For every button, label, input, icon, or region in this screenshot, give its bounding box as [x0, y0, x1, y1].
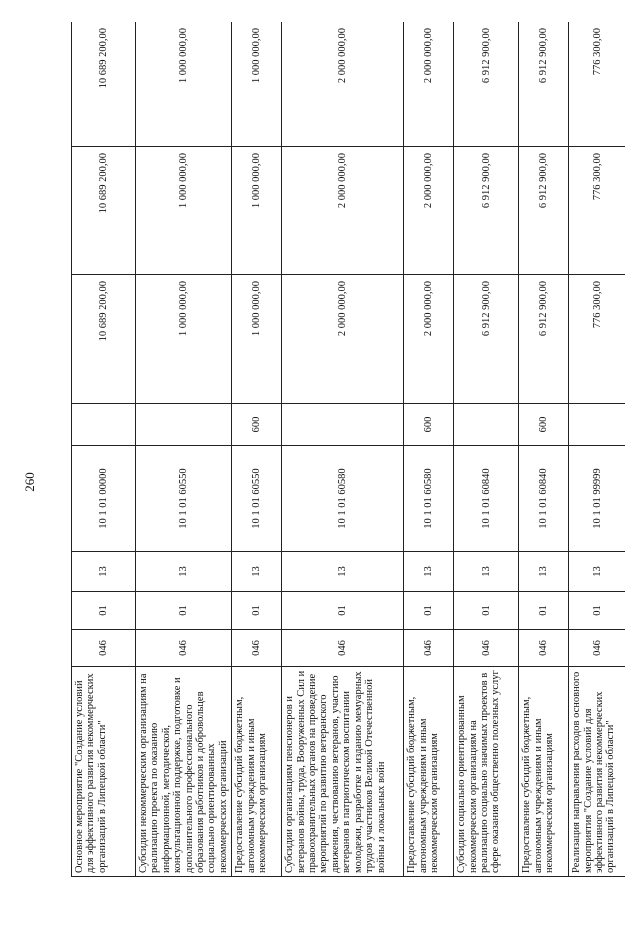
amount-2: 776 300,00 [569, 147, 625, 275]
target-article-code: 10 1 01 60840 [454, 446, 519, 552]
admin-code: 046 [232, 630, 282, 667]
expense-type-code [136, 404, 232, 446]
subsection-code: 13 [232, 552, 282, 592]
expense-type-code: 600 [404, 404, 454, 446]
section-code: 01 [519, 592, 569, 630]
table-row [519, 22, 569, 877]
target-article-code: 10 1 01 60840 [519, 446, 569, 552]
subsection-code: 13 [404, 552, 454, 592]
amount-1: 10 689 200,00 [72, 275, 136, 404]
row-name: Субсидии социально ориентированным некоммерческим организациям на реализацию социально значимых проектов в сфере оказания общественно полезных услуг [454, 667, 519, 877]
subsection-code: 13 [136, 552, 232, 592]
amount-3: 6 912 900,00 [454, 22, 519, 147]
amount-3: 1 000 000,00 [136, 22, 232, 147]
admin-code: 046 [282, 630, 404, 667]
row-name: Субсидии некоммерческим организациям на реализацию проекта по оказанию информационной, методической, консультационной поддержке, подготовке и дополнительного профессионального образования работников и добровольцев социально ориентированных некоммерческих организаций [136, 667, 232, 877]
amount-1: 6 912 900,00 [519, 275, 569, 404]
subsection-code: 13 [72, 552, 136, 592]
amount-2: 2 000 000,00 [404, 147, 454, 275]
amount-3: 2 000 000,00 [282, 22, 404, 147]
subsection-code: 13 [454, 552, 519, 592]
admin-code: 046 [454, 630, 519, 667]
expense-type-code: 600 [519, 404, 569, 446]
section-code: 01 [136, 592, 232, 630]
amount-2: 1 000 000,00 [232, 147, 282, 275]
amount-3: 10 689 200,00 [72, 22, 136, 147]
target-article-code: 10 1 01 99999 [569, 446, 625, 552]
section-code: 01 [569, 592, 625, 630]
table-row [404, 22, 454, 877]
amount-3: 6 912 900,00 [519, 22, 569, 147]
budget-table [71, 22, 625, 877]
row-name: Реализация направления расходов основного мероприятия "Создание условий для эффективного развития некоммерческих организаций в Липецкой области" [569, 667, 625, 877]
target-article-code: 10 1 01 00000 [72, 446, 136, 552]
row-name: Субсидии организациям пенсионеров и ветеранов войны, труда, Вооруженных Сил и правоохранительных органов на проведение мероприятий по развитию ветеранского движения, чествованию ветеранов, участию ветеранов в патриотическом воспитании молодежи, разработке и изданию мемуарных трудов участников Великой Отечественной войны и локальных войн [282, 667, 404, 877]
amount-3: 2 000 000,00 [404, 22, 454, 147]
subsection-code: 13 [519, 552, 569, 592]
admin-code: 046 [519, 630, 569, 667]
amount-1: 6 912 900,00 [454, 275, 519, 404]
page-number: 260 [21, 471, 37, 492]
row-name: Предоставление субсидий бюджетным, автономным учреждениям и иным некоммерческим организациям [519, 667, 569, 877]
expense-type-code [454, 404, 519, 446]
amount-2: 2 000 000,00 [282, 147, 404, 275]
amount-1: 1 000 000,00 [136, 275, 232, 404]
expense-type-code [282, 404, 404, 446]
amount-2: 10 689 200,00 [72, 147, 136, 275]
amount-1: 2 000 000,00 [282, 275, 404, 404]
amount-1: 776 300,00 [569, 275, 625, 404]
section-code: 01 [232, 592, 282, 630]
amount-1: 2 000 000,00 [404, 275, 454, 404]
expense-type-code [72, 404, 136, 446]
amount-1: 1 000 000,00 [232, 275, 282, 404]
table-row [72, 22, 136, 877]
table-row [454, 22, 519, 877]
subsection-code: 13 [282, 552, 404, 592]
row-name: Предоставление субсидий бюджетным, автономным учреждениям и иным некоммерческим организациям [232, 667, 282, 877]
row-name: Предоставление субсидий бюджетным, автономным учреждениям и иным некоммерческим организациям [404, 667, 454, 877]
admin-code: 046 [136, 630, 232, 667]
expense-type-code: 600 [232, 404, 282, 446]
table-row [569, 22, 625, 877]
amount-2: 6 912 900,00 [519, 147, 569, 275]
admin-code: 046 [72, 630, 136, 667]
budget-table-page [71, 22, 625, 877]
target-article-code: 10 1 01 60580 [282, 446, 404, 552]
section-code: 01 [404, 592, 454, 630]
amount-2: 1 000 000,00 [136, 147, 232, 275]
section-code: 01 [72, 592, 136, 630]
table-row [232, 22, 282, 877]
target-article-code: 10 1 01 60580 [404, 446, 454, 552]
table-row [136, 22, 232, 877]
section-code: 01 [282, 592, 404, 630]
table-row [282, 22, 404, 877]
admin-code: 046 [569, 630, 625, 667]
admin-code: 046 [404, 630, 454, 667]
section-code: 01 [454, 592, 519, 630]
row-name: Основное мероприятие "Создание условий для эффективного развития некоммерческих организаций в Липецкой области" [72, 667, 136, 877]
amount-3: 1 000 000,00 [232, 22, 282, 147]
amount-2: 6 912 900,00 [454, 147, 519, 275]
target-article-code: 10 1 01 60550 [136, 446, 232, 552]
subsection-code: 13 [569, 552, 625, 592]
amount-3: 776 300,00 [569, 22, 625, 147]
expense-type-code [569, 404, 625, 446]
target-article-code: 10 1 01 60550 [232, 446, 282, 552]
